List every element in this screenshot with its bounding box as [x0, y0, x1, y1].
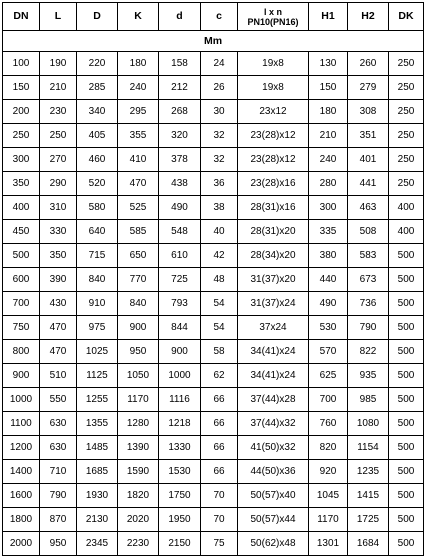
table-cell-lxn: 50(57)x40 [238, 484, 309, 508]
table-cell-c: 26 [201, 76, 238, 100]
table-cell-l: 210 [40, 76, 77, 100]
table-cell-h1: 180 [309, 100, 348, 124]
table-cell-h2: 401 [348, 148, 389, 172]
table-cell-h2: 1080 [348, 412, 389, 436]
table-cell-h1: 210 [309, 124, 348, 148]
table-cell-h1: 1301 [309, 532, 348, 556]
table-cell-h1: 700 [309, 388, 348, 412]
table-cell-c: 66 [201, 388, 238, 412]
table-cell-k: 180 [118, 52, 159, 76]
table-cell-dn: 2000 [3, 532, 40, 556]
table-cell-d: 285 [77, 76, 118, 100]
table-row [3, 388, 424, 412]
table-cell-dn: 900 [3, 364, 40, 388]
table-cell-h2: 463 [348, 196, 389, 220]
table-cell-h1: 570 [309, 340, 348, 364]
table-cell-l: 790 [40, 484, 77, 508]
table-cell-h2: 441 [348, 172, 389, 196]
table-cell-lxn: 50(62)x48 [238, 532, 309, 556]
table-cell-dk: 250 [389, 148, 424, 172]
table-cell-h2: 822 [348, 340, 389, 364]
table-cell-dn: 200 [3, 100, 40, 124]
table-cell-lxn: 34(41)x24 [238, 340, 309, 364]
table-cell-d: 1530 [159, 460, 201, 484]
table-cell-dk: 250 [389, 124, 424, 148]
table-row [3, 100, 424, 124]
table-cell-d: 548 [159, 220, 201, 244]
table-cell-dn: 800 [3, 340, 40, 364]
table-cell-dk: 250 [389, 52, 424, 76]
table-cell-c: 66 [201, 460, 238, 484]
table-cell-k: 1590 [118, 460, 159, 484]
table-row [3, 76, 424, 100]
table-cell-c: 30 [201, 100, 238, 124]
table-cell-h1: 625 [309, 364, 348, 388]
column-header-d: D [77, 3, 118, 31]
table-cell-lxn: 23(28)x12 [238, 124, 309, 148]
table-cell-lxn: 28(34)x20 [238, 244, 309, 268]
table-cell-l: 390 [40, 268, 77, 292]
table-cell-dn: 1800 [3, 508, 40, 532]
table-cell-h2: 260 [348, 52, 389, 76]
table-cell-h2: 1415 [348, 484, 389, 508]
table-cell-d: 1750 [159, 484, 201, 508]
table-cell-d: 405 [77, 124, 118, 148]
table-cell-c: 66 [201, 436, 238, 460]
table-cell-dn: 600 [3, 268, 40, 292]
table-cell-l: 330 [40, 220, 77, 244]
table-row [3, 316, 424, 340]
table-cell-h1: 300 [309, 196, 348, 220]
table-cell-d: 268 [159, 100, 201, 124]
column-header-c: c [201, 3, 238, 31]
table-cell-l: 710 [40, 460, 77, 484]
table-cell-h1: 130 [309, 52, 348, 76]
column-header-l: L [40, 3, 77, 31]
table-cell-d: 580 [77, 196, 118, 220]
table-row [3, 220, 424, 244]
column-header-line: PN10(PN16) [247, 16, 299, 27]
table-cell-k: 1820 [118, 484, 159, 508]
table-cell-h1: 1170 [309, 508, 348, 532]
table-cell-dk: 500 [389, 508, 424, 532]
dimension-table-container [2, 2, 423, 556]
table-cell-lxn: 23(28)x12 [238, 148, 309, 172]
table-cell-d: 2345 [77, 532, 118, 556]
table-cell-dn: 250 [3, 124, 40, 148]
table-cell-k: 2230 [118, 532, 159, 556]
table-cell-h1: 380 [309, 244, 348, 268]
table-cell-c: 42 [201, 244, 238, 268]
table-cell-d: 1685 [77, 460, 118, 484]
table-cell-h1: 1045 [309, 484, 348, 508]
table-cell-lxn: 34(41)x24 [238, 364, 309, 388]
table-cell-d: 1950 [159, 508, 201, 532]
table-cell-dn: 500 [3, 244, 40, 268]
table-cell-h1: 920 [309, 460, 348, 484]
table-cell-h1: 820 [309, 436, 348, 460]
table-row [3, 412, 424, 436]
table-cell-lxn: 19x8 [238, 52, 309, 76]
dimension-table [2, 2, 424, 556]
table-cell-dk: 400 [389, 196, 424, 220]
table-cell-c: 58 [201, 340, 238, 364]
table-cell-dk: 250 [389, 100, 424, 124]
table-cell-l: 190 [40, 52, 77, 76]
table-cell-l: 270 [40, 148, 77, 172]
table-cell-c: 54 [201, 316, 238, 340]
table-cell-l: 310 [40, 196, 77, 220]
table-cell-k: 525 [118, 196, 159, 220]
table-cell-l: 470 [40, 340, 77, 364]
table-cell-c: 32 [201, 124, 238, 148]
table-cell-c: 36 [201, 172, 238, 196]
table-cell-dk: 500 [389, 532, 424, 556]
table-cell-h2: 1154 [348, 436, 389, 460]
table-row [3, 532, 424, 556]
table-cell-dk: 500 [389, 484, 424, 508]
table-cell-k: 470 [118, 172, 159, 196]
table-cell-dk: 250 [389, 76, 424, 100]
table-cell-d: 2130 [77, 508, 118, 532]
table-row [3, 244, 424, 268]
table-cell-h2: 508 [348, 220, 389, 244]
table-cell-c: 48 [201, 268, 238, 292]
table-cell-dk: 500 [389, 436, 424, 460]
table-cell-d: 1330 [159, 436, 201, 460]
table-cell-h2: 1684 [348, 532, 389, 556]
table-cell-d: 158 [159, 52, 201, 76]
table-cell-d: 378 [159, 148, 201, 172]
table-cell-d: 844 [159, 316, 201, 340]
table-cell-h2: 736 [348, 292, 389, 316]
table-cell-lxn: 28(31)x16 [238, 196, 309, 220]
table-cell-h1: 335 [309, 220, 348, 244]
table-cell-h2: 935 [348, 364, 389, 388]
table-cell-lxn: 41(50)x32 [238, 436, 309, 460]
table-cell-dk: 500 [389, 388, 424, 412]
table-cell-l: 630 [40, 412, 77, 436]
table-cell-lxn: 37(44)x28 [238, 388, 309, 412]
table-cell-h1: 440 [309, 268, 348, 292]
table-cell-lxn: 23(28)x16 [238, 172, 309, 196]
table-cell-d: 1930 [77, 484, 118, 508]
column-header-h2: H2 [348, 3, 389, 31]
table-cell-lxn: 23x12 [238, 100, 309, 124]
table-cell-lxn: 50(57)x44 [238, 508, 309, 532]
table-cell-d: 520 [77, 172, 118, 196]
table-cell-lxn: 37(44)x32 [238, 412, 309, 436]
table-cell-lxn: 19x8 [238, 76, 309, 100]
table-cell-dn: 450 [3, 220, 40, 244]
table-cell-dk: 250 [389, 172, 424, 196]
table-cell-dn: 150 [3, 76, 40, 100]
table-cell-l: 350 [40, 244, 77, 268]
table-cell-c: 70 [201, 508, 238, 532]
table-cell-lxn: 28(31)x20 [238, 220, 309, 244]
table-cell-d: 793 [159, 292, 201, 316]
table-cell-k: 650 [118, 244, 159, 268]
table-cell-h2: 1725 [348, 508, 389, 532]
table-cell-lxn: 31(37)x20 [238, 268, 309, 292]
table-cell-dn: 1400 [3, 460, 40, 484]
table-cell-lxn: 31(37)x24 [238, 292, 309, 316]
table-cell-d: 1125 [77, 364, 118, 388]
table-cell-h2: 673 [348, 268, 389, 292]
table-cell-d: 1218 [159, 412, 201, 436]
table-cell-h1: 490 [309, 292, 348, 316]
table-cell-d: 2150 [159, 532, 201, 556]
table-row [3, 292, 424, 316]
table-cell-k: 2020 [118, 508, 159, 532]
table-cell-c: 54 [201, 292, 238, 316]
table-cell-l: 230 [40, 100, 77, 124]
table-cell-k: 295 [118, 100, 159, 124]
table-cell-k: 240 [118, 76, 159, 100]
table-cell-dn: 1200 [3, 436, 40, 460]
table-cell-d: 340 [77, 100, 118, 124]
table-cell-k: 900 [118, 316, 159, 340]
table-cell-k: 840 [118, 292, 159, 316]
table-cell-l: 250 [40, 124, 77, 148]
table-row [3, 436, 424, 460]
table-cell-dn: 300 [3, 148, 40, 172]
table-row [3, 268, 424, 292]
table-cell-d: 1255 [77, 388, 118, 412]
column-header-lxn [238, 3, 309, 31]
table-row [3, 340, 424, 364]
table-cell-dk: 400 [389, 220, 424, 244]
table-cell-lxn: 37x24 [238, 316, 309, 340]
table-cell-c: 66 [201, 412, 238, 436]
table-cell-dn: 350 [3, 172, 40, 196]
table-cell-d: 320 [159, 124, 201, 148]
table-cell-h2: 308 [348, 100, 389, 124]
table-cell-l: 870 [40, 508, 77, 532]
table-cell-l: 470 [40, 316, 77, 340]
table-cell-d: 1025 [77, 340, 118, 364]
table-cell-k: 585 [118, 220, 159, 244]
table-cell-dk: 500 [389, 292, 424, 316]
table-cell-lxn: 44(50)x36 [238, 460, 309, 484]
table-cell-dk: 500 [389, 460, 424, 484]
table-cell-k: 410 [118, 148, 159, 172]
table-cell-d: 460 [77, 148, 118, 172]
table-row [3, 508, 424, 532]
table-cell-d: 1000 [159, 364, 201, 388]
table-cell-k: 1170 [118, 388, 159, 412]
table-cell-k: 355 [118, 124, 159, 148]
table-cell-d: 840 [77, 268, 118, 292]
column-header-line: l x n [263, 6, 282, 17]
column-header-d: d [159, 3, 201, 31]
table-cell-c: 32 [201, 148, 238, 172]
table-cell-l: 630 [40, 436, 77, 460]
table-cell-dn: 1000 [3, 388, 40, 412]
table-cell-l: 290 [40, 172, 77, 196]
table-cell-k: 950 [118, 340, 159, 364]
table-row [3, 364, 424, 388]
table-cell-l: 550 [40, 388, 77, 412]
table-cell-k: 1050 [118, 364, 159, 388]
table-cell-h2: 279 [348, 76, 389, 100]
table-cell-dk: 500 [389, 412, 424, 436]
table-cell-c: 24 [201, 52, 238, 76]
table-cell-k: 1390 [118, 436, 159, 460]
table-cell-dk: 500 [389, 268, 424, 292]
table-cell-d: 212 [159, 76, 201, 100]
table-cell-h2: 1235 [348, 460, 389, 484]
table-cell-h1: 760 [309, 412, 348, 436]
table-cell-dn: 700 [3, 292, 40, 316]
table-cell-dn: 100 [3, 52, 40, 76]
table-cell-dn: 400 [3, 196, 40, 220]
table-cell-d: 1116 [159, 388, 201, 412]
table-cell-dn: 1100 [3, 412, 40, 436]
table-body [3, 31, 424, 556]
table-row [3, 52, 424, 76]
table-cell-d: 610 [159, 244, 201, 268]
table-row [3, 124, 424, 148]
table-cell-d: 490 [159, 196, 201, 220]
table-cell-d: 715 [77, 244, 118, 268]
table-cell-h2: 351 [348, 124, 389, 148]
table-cell-dn: 750 [3, 316, 40, 340]
table-row [3, 172, 424, 196]
table-cell-c: 38 [201, 196, 238, 220]
table-cell-k: 1280 [118, 412, 159, 436]
table-cell-d: 725 [159, 268, 201, 292]
table-cell-d: 438 [159, 172, 201, 196]
table-row [3, 460, 424, 484]
table-cell-l: 510 [40, 364, 77, 388]
column-header-dk: DK [389, 3, 424, 31]
table-row [3, 196, 424, 220]
table-cell-dn: 1600 [3, 484, 40, 508]
table-cell-d: 640 [77, 220, 118, 244]
table-cell-d: 975 [77, 316, 118, 340]
table-cell-dk: 500 [389, 316, 424, 340]
table-cell-d: 1485 [77, 436, 118, 460]
table-cell-c: 40 [201, 220, 238, 244]
table-cell-dk: 500 [389, 244, 424, 268]
table-cell-l: 430 [40, 292, 77, 316]
table-cell-c: 75 [201, 532, 238, 556]
column-header-k: K [118, 3, 159, 31]
unit-row [3, 31, 424, 52]
table-cell-d: 220 [77, 52, 118, 76]
table-cell-d: 910 [77, 292, 118, 316]
table-row [3, 148, 424, 172]
column-header-h1: H1 [309, 3, 348, 31]
table-cell-l: 950 [40, 532, 77, 556]
table-cell-h1: 240 [309, 148, 348, 172]
table-cell-c: 62 [201, 364, 238, 388]
table-row [3, 484, 424, 508]
table-cell-d: 900 [159, 340, 201, 364]
table-cell-d: 1355 [77, 412, 118, 436]
table-cell-c: 70 [201, 484, 238, 508]
table-cell-h2: 583 [348, 244, 389, 268]
table-cell-h2: 790 [348, 316, 389, 340]
table-cell-dk: 500 [389, 340, 424, 364]
table-cell-h2: 985 [348, 388, 389, 412]
header-row [3, 3, 424, 31]
table-cell-h1: 530 [309, 316, 348, 340]
table-cell-dk: 500 [389, 364, 424, 388]
table-cell-h1: 150 [309, 76, 348, 100]
table-cell-k: 770 [118, 268, 159, 292]
table-cell-h1: 280 [309, 172, 348, 196]
column-header-dn: DN [3, 3, 40, 31]
unit-label: Mm [3, 31, 424, 52]
